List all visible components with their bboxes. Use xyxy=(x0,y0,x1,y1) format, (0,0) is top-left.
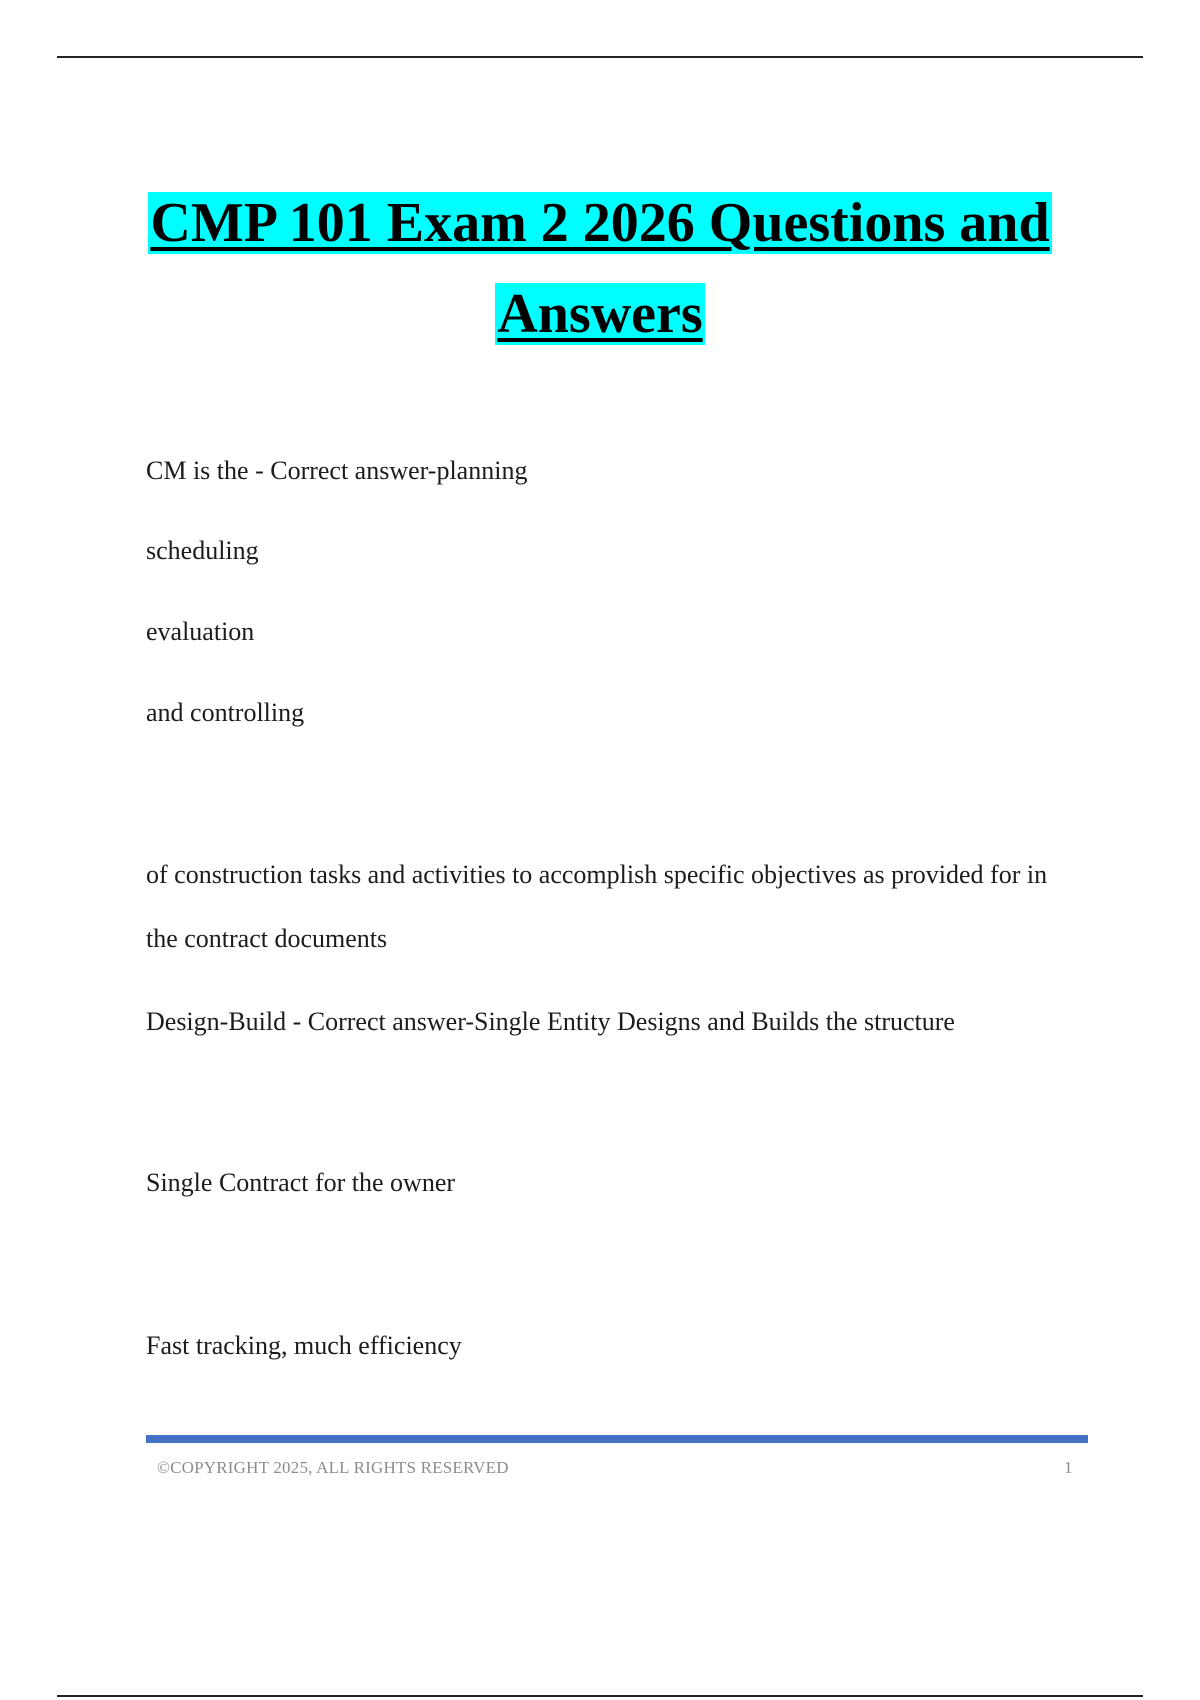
top-rule xyxy=(57,56,1143,58)
paragraph-evaluation: evaluation xyxy=(146,617,255,646)
document-title xyxy=(0,178,1200,360)
title-line-2: Answers xyxy=(497,283,703,345)
paragraph-cm-definition: CM is the - Correct answer-planning xyxy=(146,456,528,485)
paragraph-scheduling: scheduling xyxy=(146,536,259,565)
paragraph-controlling: and controlling xyxy=(146,698,305,727)
paragraph-design-build: Design-Build - Correct answer-Single Entity Designs and Builds the structure xyxy=(146,1007,955,1036)
footer-bar xyxy=(146,1435,1088,1443)
paragraph-construction-tasks: of construction tasks and activities to accomplish specific objectives as provided for in the contract documents xyxy=(146,860,1048,953)
footer-copyright: ©COPYRIGHT 2025, ALL RIGHTS RESERVED xyxy=(157,1458,509,1477)
bottom-rule xyxy=(57,1695,1143,1697)
paragraph-fast-tracking: Fast tracking, much efficiency xyxy=(146,1331,462,1360)
page-number: 1 xyxy=(1064,1458,1073,1477)
title-line-1: CMP 101 Exam 2 2026 Questions and xyxy=(150,192,1050,254)
paragraph-single-contract: Single Contract for the owner xyxy=(146,1168,456,1197)
